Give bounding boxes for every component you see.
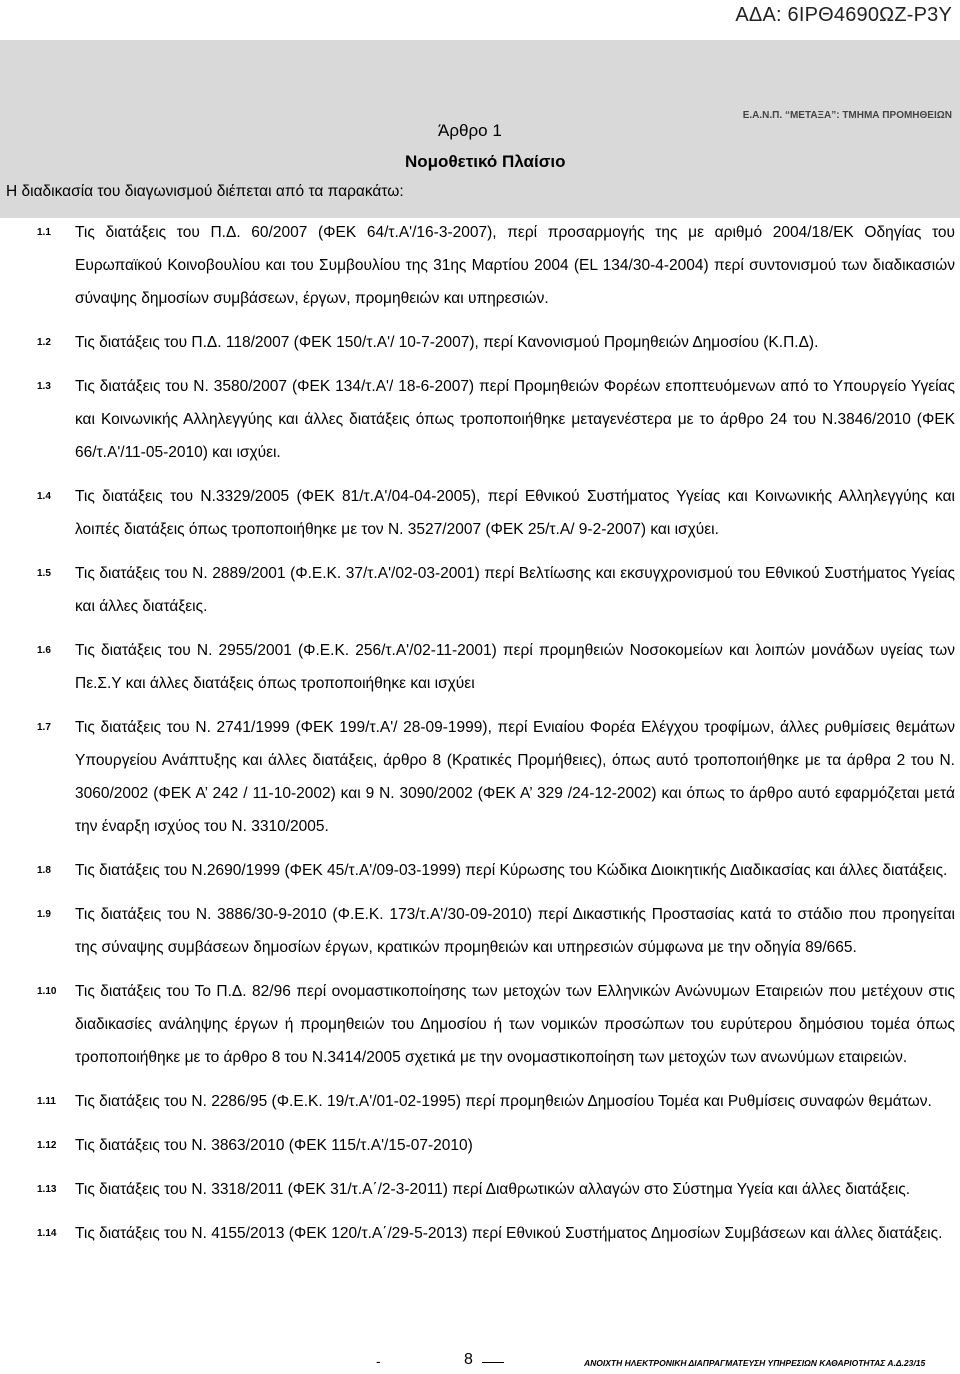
item-text: Τις διατάξεις του Ν.3329/2005 (ΦΕΚ 81/τ.Α'/04-04-2005), περί Εθνικού Συστήματος Υγείας και Κοινωνικής Αλληλεγγύης και λοιπές διατάξεις όπως τροποποιήθηκε με τον Ν. 3527/2007 (ΦΕΚ 25/τ.Α/ 9-2-2007) και ισχύει. <box>75 488 955 538</box>
item-text: Τις διατάξεις του Π.Δ. 60/2007 (ΦΕΚ 64/τ.Α'/16-3-2007), περί προσαρμογής της με αριθμό 2004/18/ΕΚ Οδηγίας του Ευρωπαϊκού Κοινοβουλίου και του Συμβουλίου της 31ης Μαρτίου 2004 (EL 134/30-4-2004) περί συντονισμού των διαδικασιών σύναψης δημοσίων συμβάσεων, έργων, προμηθειών και υπηρεσιών. <box>75 224 955 307</box>
item-text: Τις διατάξεις του Ν. 3318/2011 (ΦΕΚ 31/τ.Α΄/2-3-2011) περί Διαθρωτικών αλλαγών στο Σύστημα Υγεία και άλλες διατάξεις. <box>75 1181 911 1198</box>
footer-title: ΑΝΟΙΧΤΗ ΗΛΕΚΤΡΟΝΙΚΗ ΔΙΑΠΡΑΓΜΑΤΕΥΣΗ ΥΠΗΡΕΣΙΩΝ ΚΑΘΑΡΙΟΤΗΤΑΣ Α.Δ.23/15 <box>584 1358 926 1368</box>
list-item <box>0 326 960 359</box>
item-number: 1.5 <box>37 568 51 579</box>
item-number: 1.12 <box>37 1140 57 1151</box>
footer-dash: - <box>376 1353 381 1369</box>
item-number: 1.9 <box>37 909 51 920</box>
footer-rule <box>482 1362 504 1363</box>
item-text: Τις διατάξεις του Ν. 3863/2010 (ΦΕΚ 115/τ.Α'/15-07-2010) <box>75 1137 473 1154</box>
intro-text: Η διαδικασία του διαγωνισμού διέπεται από τα παρακάτω: <box>6 183 404 200</box>
list-item <box>0 1129 960 1162</box>
list-item <box>0 854 960 887</box>
item-number: 1.10 <box>37 986 57 997</box>
item-text: Τις διατάξεις του Ν.2690/1999 (ΦΕΚ 45/τ.Α'/09-03-1999) περί Κύρωσης του Κώδικα Διοικητικής Διαδικασίας και άλλες διατάξεις. <box>75 862 948 879</box>
item-number: 1.8 <box>37 865 51 876</box>
list-item <box>0 975 960 1074</box>
item-text: Τις διατάξεις του Π.Δ. 118/2007 (ΦΕΚ 150/τ.Α'/ 10-7-2007), περί Κανονισμού Προμηθειών Δημοσίου (Κ.Π.Δ). <box>75 334 819 351</box>
item-number: 1.6 <box>37 645 51 656</box>
list-item <box>0 898 960 964</box>
page-number: 8 <box>464 1351 473 1368</box>
list-item <box>0 1217 960 1250</box>
list-item <box>0 711 960 843</box>
legislation-list <box>0 216 960 1261</box>
article-title: Άρθρο 1 <box>438 121 502 140</box>
item-number: 1.13 <box>37 1184 57 1195</box>
item-number: 1.14 <box>37 1228 57 1239</box>
list-item <box>0 216 960 315</box>
item-number: 1.7 <box>37 722 51 733</box>
item-number: 1.11 <box>37 1096 56 1107</box>
list-item <box>0 480 960 546</box>
item-text: Τις διατάξεις του Ν. 3886/30-9-2010 (Φ.Ε.Κ. 173/τ.Α'/30-09-2010) περί Δικαστικής Προστασίας κατά το στάδιο που προηγείται της σύναψης συμβάσεων δημοσίων έργων, κρατικών προμηθειών και υπηρεσιών σύμφωνα με την οδηγία 89/665. <box>75 906 955 956</box>
item-number: 1.4 <box>37 491 51 502</box>
item-text: Τις διατάξεις του Ν. 2889/2001 (Φ.Ε.Κ. 37/τ.Α'/02-03-2001) περί Βελτίωσης και εκσυγχρονισμού του Εθνικού Συστήματος Υγείας και άλλες διατάξεις. <box>75 565 955 615</box>
article-subtitle: Νομοθετικό Πλαίσιο <box>405 152 566 171</box>
item-number: 1.1 <box>37 227 51 238</box>
list-item <box>0 634 960 700</box>
item-text: Τις διατάξεις του Ν. 2955/2001 (Φ.Ε.Κ. 256/τ.Α'/02-11-2001) περί προμηθειών Νοσοκομείων και λοιπών μονάδων υγείας των Πε.Σ.Υ και άλλες διατάξεις όπως τροποποιήθηκε και ισχύει <box>75 642 955 692</box>
item-text: Τις διατάξεις του Ν. 2741/1999 (ΦΕΚ 199/τ.Α'/ 28-09-1999), περί Ενιαίου Φορέα Ελέγχου τροφίμων, άλλες ρυθμίσεις θεμάτων Υπουργείου Ανάπτυξης και άλλες διατάξεις, άρθρο 8 (Κρατικές Προμήθειες), όπως αυτό τροποποιήθηκε με τα άρθρα 2 του Ν. 3060/2002 (ΦΕΚ Α’ 242 / 11-10-2002) και 9 Ν. 3090/2002 (ΦΕΚ Α’ 329 /24-12-2002) και όπως το άρθρο αυτό εφαρμόζεται μετά την έναρξη ισχύος του Ν. 3310/2005. <box>75 719 955 835</box>
list-item <box>0 1085 960 1118</box>
item-text: Τις διατάξεις του Ν. 2286/95 (Φ.Ε.Κ. 19/τ.Α'/01-02-1995) περί προμηθειών Δημοσίου Τομέα και Ρυθμίσεις συναφών θεμάτων. <box>75 1093 932 1110</box>
item-text: Τις διατάξεις του Το Π.Δ. 82/96 περί ονομαστικοποίησης των μετοχών των Ελληνικών Ανώνυμων Εταιρειών που μετέχουν στις διαδικασίες ανάληψης έργων ή προμηθειών του Δημοσίου ή των νομικών προσώπων του ευρύτερου δημόσιου τομέα όπως τροποποιήθηκε με το άρθρο 8 του Ν.3414/2005 σχετικά με την ονομαστικοποίηση των μετοχών των ανωνύμων εταιρειών. <box>75 983 955 1066</box>
list-item <box>0 1173 960 1206</box>
item-number: 1.2 <box>37 337 51 348</box>
item-text: Τις διατάξεις του Ν. 3580/2007 (ΦΕΚ 134/τ.Α'/ 18-6-2007) περί Προμηθειών Φορέων εποπτευόμενων από το Υπουργείο Υγείας και Κοινωνικής Αλληλεγγύης και άλλες διατάξεις όπως τροποποιήθηκε μεταγενέστερα με το άρθρο 24 του Ν.3846/2010 (ΦΕΚ 66/τ.Α'/11-05-2010) και ισχύει. <box>75 378 955 461</box>
list-item <box>0 370 960 469</box>
ada-watermark: ΑΔΑ: 6ΙΡΘ4690ΩΖ-Ρ3Υ <box>735 4 952 26</box>
list-item <box>0 557 960 623</box>
item-number: 1.3 <box>37 381 51 392</box>
department-tag: Ε.Α.Ν.Π. “ΜΕΤΑΞΑ”: ΤΜΗΜΑ ΠΡΟΜΗΘΕΙΩΝ <box>742 110 952 121</box>
item-text: Τις διατάξεις του Ν. 4155/2013 (ΦΕΚ 120/τ.Α΄/29-5-2013) περί Εθνικού Συστήματος Δημοσίων Συμβάσεων και άλλες διατάξεις. <box>75 1225 943 1242</box>
